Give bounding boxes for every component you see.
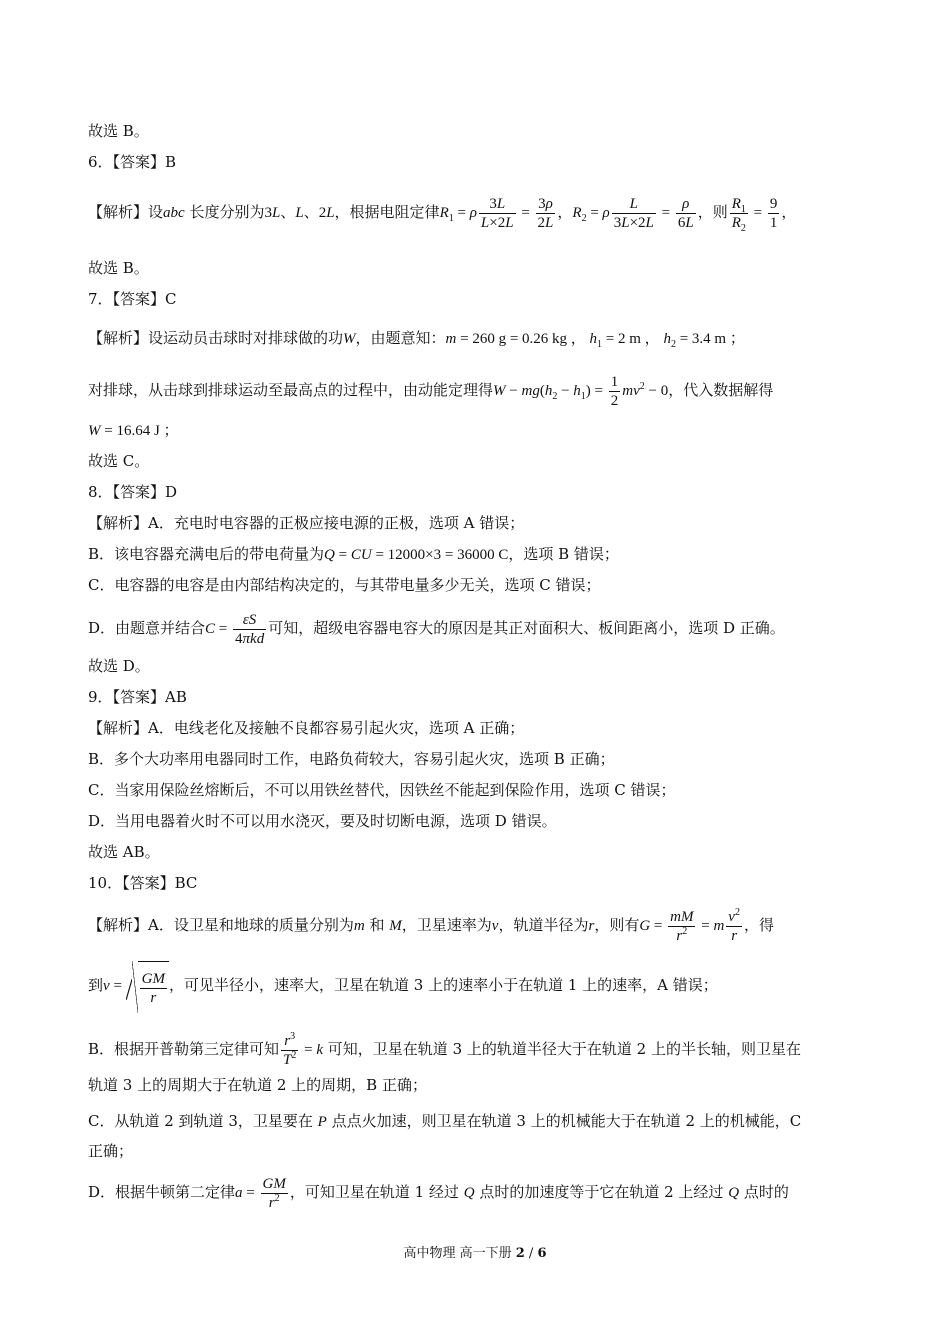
text-line: B．多个大功率用电器同时工作，电路负荷较大，容易引起火灾，选项 B 正确； <box>88 750 615 768</box>
answer-heading-8: 8．【答案】D <box>88 483 178 501</box>
formula-r1: $R_1 = \rho$ $\frac{3L}{L\times 2L}$ = $\frac{3\rho}{2L}$ <box>439 196 554 232</box>
formula-kepler: $\frac{r^3}{T^2}$ = k <box>283 1031 324 1069</box>
formula-gravity: G = $\frac{mM}{r^2}$ = m $\frac{v^2}{r}$ <box>639 907 740 945</box>
text-line: 到v = $\frac{GM}{r}$ ，可见半径小，速率大，卫星在轨道 3 上的速率小于在轨道 1 上的速率，A 错误； <box>88 960 868 1010</box>
answer-heading-7: 7．【答案】C <box>88 290 177 308</box>
explanation-6: 【解析】设abc 长度分别为3L、L、2L，根据电阻定律$R_1 = \rho$ $\frac{3L}{L\times 2L}$ = $\frac{3\rho}{2L}$ ，$R_2 = \rho$ $\frac{L}{3L\times 2L}$ = $\frac{\rho}{6L}$ ，则 $\frac{R_1}{R_2}$ = $\frac{9}{1}$ ， <box>88 196 797 235</box>
formula-capacitance: C = $\frac{\varepsilon S}{\text{4πkd}}$ <box>205 612 265 648</box>
answer-heading-10: 10．【答案】BC <box>88 874 198 892</box>
text-line: 【解析】A．充电时电容器的正极应接电源的正极，选项 A 错误； <box>88 514 525 532</box>
formula-r2: $R_2 = \rho$ $\frac{L}{3L\times 2L}$ = $\frac{\rho}{6L}$ <box>572 196 694 232</box>
text-line: 故选 D。 <box>88 657 150 675</box>
page-separator: / <box>524 1246 538 1261</box>
answer-heading-9: 9．【答案】AB <box>88 688 187 706</box>
page-current: 2 <box>515 1246 525 1261</box>
text-line: 故选 B。 <box>88 122 149 140</box>
text-line: 轨道 3 上的周期大于在轨道 2 上的周期，B 正确； <box>88 1076 427 1094</box>
text-line: C．电容器的电容是由内部结构决定的，与其带电量多少无关，选项 C 错误； <box>88 576 601 594</box>
text-line: 对排球，从击球到排球运动至最高点的过程中，由动能定理得$W - mg(h_2 - h_1)$ = $\frac{1}{2}$ $mv^2 - 0$，代入数据解得 <box>88 374 774 410</box>
text-line: D．根据牛顿第二定律a = $\frac{GM}{r^2}$ ，可知卫星在轨道 1 经过 Q 点时的加速度等于它在轨道 2 上经过 Q 点时的 <box>88 1176 789 1212</box>
text-line: D．由题意并结合C = $\frac{\varepsilon S}{\text{4πkd}}$ 可知，超级电容器电容大的原因是其正对面积大、板间距离小，选项 D 正确。 <box>88 612 785 648</box>
formula-work-energy: $W - mg(h_2 - h_1)$ = $\frac{1}{2}$ $mv^2 - 0$ <box>493 374 669 410</box>
explanation-10: 【解析】A．设卫星和地球的质量分别为m 和 M，卫星速率为v，轨道半径为r，则有G = $\frac{mM}{r^2}$ = m $\frac{v^2}{r}$ ，得 <box>88 907 774 945</box>
text-line: B．根据开普勒第三定律可知 $\frac{r^3}{T^2}$ = k 可知，卫星在轨道 3 上的轨道半径大于在轨道 2 上的半长轴，则卫星在 <box>88 1031 801 1069</box>
text-line: 故选 AB。 <box>88 843 160 861</box>
text-line: B．该电容器充满电后的带电荷量为Q = CU = 12000×3 = 36000 C，选项 B 错误； <box>88 545 619 563</box>
text-line: D．当用电器着火时不可以用水浇灭，要及时切断电源，选项 D 错误。 <box>88 812 557 830</box>
text-line: C．当家用保险丝熔断后，不可以用铁丝替代，因铁丝不能起到保险作用，选项 C 错误； <box>88 781 676 799</box>
formula-ratio: $\frac{R_1}{R_2}$ = $\frac{9}{1}$ <box>731 196 778 235</box>
formula-acceleration: a = $\frac{GM}{r^2}$ <box>235 1176 286 1212</box>
explanation-7: 【解析】设运动员击球时对排球做的功W，由题意知：m = 260 g = 0.26 kg ， $h_1 = 2$ m ， $h_2 = 3.4$ m ； <box>88 329 745 350</box>
text-line: W = 16.64 J ； <box>88 423 179 439</box>
text-line: 【解析】A．电线老化及接触不良都容易引起火灾，选项 A 正确； <box>88 719 525 737</box>
text-line: 故选 C。 <box>88 452 150 470</box>
page-total: 6 <box>537 1246 547 1261</box>
text-line: 正确； <box>88 1142 134 1160</box>
text-line: 故选 B。 <box>88 259 149 277</box>
text-line: C．从轨道 2 到轨道 3，卫星要在 P 点点火加速，则卫星在轨道 3 上的机械能大于在轨道 2 上的机械能，C <box>88 1112 802 1130</box>
page-footer <box>0 1245 950 1263</box>
footer-subject: 高中物理 高一下册 <box>403 1246 516 1261</box>
formula-velocity: v = $\frac{GM}{r}$ <box>103 978 169 994</box>
answer-heading-6: 6．【答案】B <box>88 153 177 171</box>
